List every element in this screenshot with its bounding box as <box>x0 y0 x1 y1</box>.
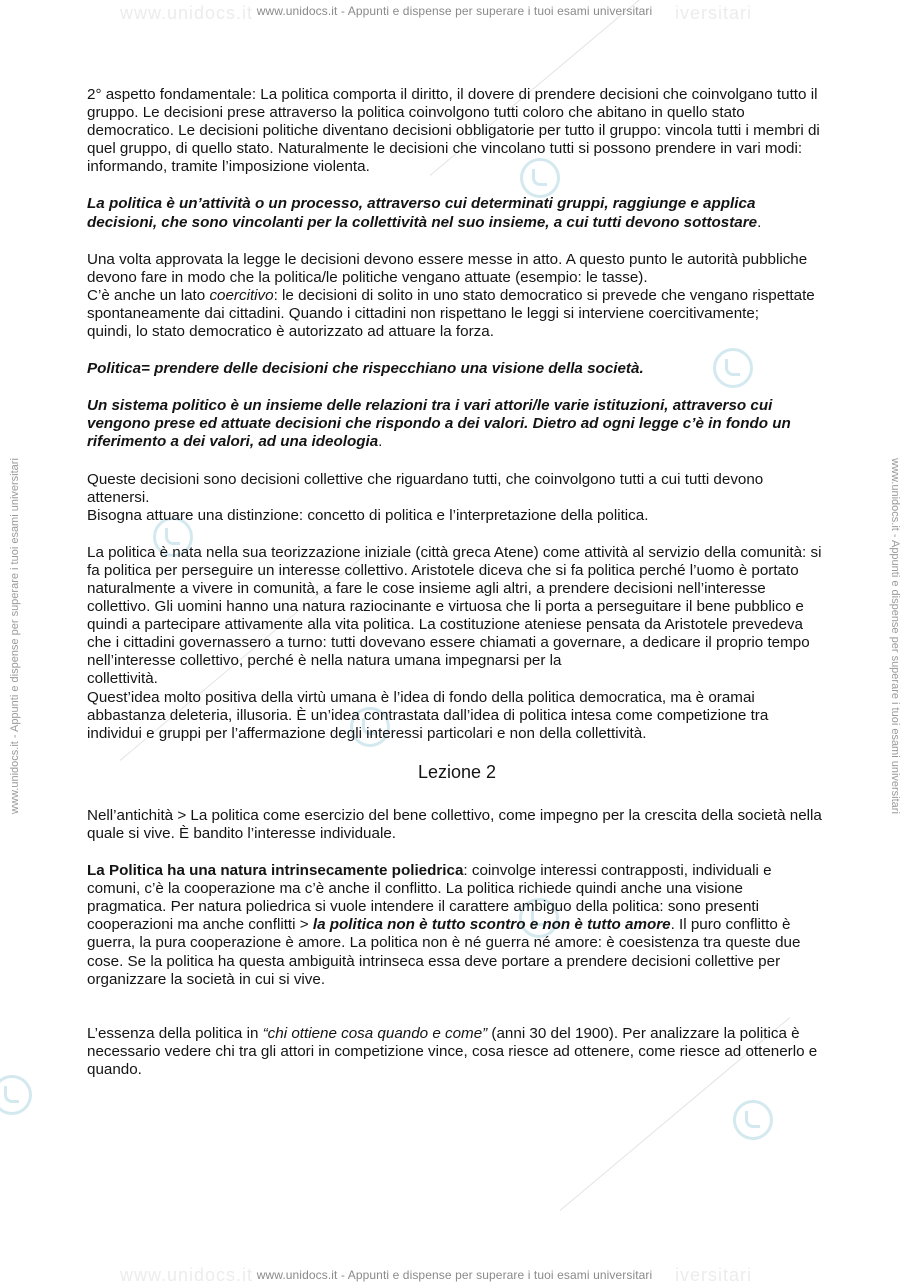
paragraph-line: collettività. <box>87 670 158 688</box>
text-run: : le decisioni di solito in uno stato democratico si prevede che vengano rispettate spontaneamente dai cittadini. Quando i cittadini non rispettano le leggi si interviene coercitivamente; <box>87 286 815 322</box>
paragraph <box>87 862 823 989</box>
emphasis-text: la politica non è tutto scontro e non è tutto amore <box>312 916 671 934</box>
paragraph <box>87 1025 823 1079</box>
text-run: C’è anche un lato <box>87 286 210 304</box>
paragraph-line: Quest’idea molto positiva della virtù umana è l’idea di fondo della politica democratica, ma è oramai abbastanza deleteria, illusoria. È un’idea contrastata dall’idea di politica intesa come competizione tra individui e gruppi per l’affermazione degli interessi particolari e non della collettività. <box>87 688 769 742</box>
watermark-banner-bottom: www.unidocs.it - Appunti e dispense per superare i tuoi esami universitari <box>256 1268 653 1282</box>
text-run: : coinvolge interessi contrapposti, individuali e comuni, c’è la cooperazione ma c’è anche il conflitto. La politica richiede quindi anche una visione pragmatica. Per natura poliedrica si vuole intendere il carattere ambiguo della politica: sono presenti cooperazioni ma anche conflitti > <box>87 862 772 934</box>
section-heading: Lezione 2 <box>417 761 497 782</box>
watermark-logo-icon <box>0 1075 32 1115</box>
watermark-side-left: www.unidocs.it - Appunti e dispense per superare i tuoi esami universitari <box>9 458 21 814</box>
definition-paragraph <box>87 195 823 231</box>
watermark-logo-icon <box>733 1100 773 1140</box>
paragraph-line <box>87 287 823 323</box>
paragraph-line: Una volta approvata la legge le decisioni devono essere messe in atto. A questo punto le autorità pubbliche devono fare in modo che la politica/le politiche vengano attuate (esempio: le tasse). <box>87 250 808 286</box>
watermark-ghost-text: iversitari <box>675 1265 753 1285</box>
text-run: L’essenza della politica in <box>87 1024 263 1042</box>
paragraph-group <box>87 471 823 525</box>
definition-end: . <box>378 433 383 451</box>
watermark-side-right: www.unidocs.it - Appunti e dispense per superare i tuoi esami universitari <box>889 458 901 814</box>
definition-text: La politica è un’attività o un processo, attraverso cui determinati gruppi, raggiunge e applica decisioni, che sono vincolanti per la collettività nel suo insieme, a cui tutti devono sottostare <box>87 195 758 231</box>
paragraph: 2° aspetto fondamentale: La politica comporta il diritto, il dovere di prendere decisioni che coinvolgano tutto il gruppo. Le decisioni prese attraverso la politica coinvolgono tutti coloro che abitano in quello stato democratico. Le decisioni politiche diventano decisioni obbligatorie per tutto il gruppo: vincola tutti i membri di quel gruppo, di quello stato. Naturalmente le decisioni che vincolano tutti si possono prendere in vari modi: informando, tramite l’imposizione violenta. <box>87 86 820 176</box>
italic-quote: “chi ottiene cosa quando e come” <box>262 1024 488 1042</box>
definition-end: . <box>757 213 762 231</box>
paragraph-group <box>87 544 823 743</box>
paragraph-line: quindi, lo stato democratico è autorizzato ad attuare la forza. <box>87 323 494 341</box>
definition-paragraph <box>87 397 823 451</box>
italic-term: coercitivo <box>209 286 274 304</box>
definition-paragraph: Politica= prendere delle decisioni che rispecchiano una visione della società. <box>87 360 644 378</box>
definition-text: Un sistema politico è un insieme delle relazioni tra i vari attori/le varie istituzioni, attraverso cui vengono prese ed attuate decisioni che rispondo a dei valori. Dietro ad ogni legge c’è in fondo un riferimento a dei valori, ad una ideologia <box>87 397 791 451</box>
paragraph-line: Queste decisioni sono decisioni collettive che riguardano tutti, che coinvolgono tutti a cui tutti devono attenersi. <box>87 470 764 506</box>
text-run: (anni 30 del 1900). Per analizzare la politica è necessario vedere chi tra gli attori in competizione vince, cosa riesce ad ottenere, come riesce ad ottenerlo e quando. <box>87 1024 818 1078</box>
paragraph-line: Bisogna attuare una distinzione: concetto di politica e l’interpretazione della politica. <box>87 506 649 524</box>
paragraph: Nell’antichità > La politica come esercizio del bene collettivo, come impegno per la crescita della società nella quale si vive. È bandito l’interesse individuale. <box>87 806 822 842</box>
bold-term: La Politica ha una natura intrinsecamente poliedrica <box>87 862 464 880</box>
paragraph-group <box>87 251 823 341</box>
paragraph-line: La politica è nata nella sua teorizzazione iniziale (città greca Atene) come attività al servizio della comunità: si fa politica per perseguire un interesse collettivo. Aristotele diceva che si fa politica perché l’uomo è portato naturalmente a vivere in comunità, a fare le cose insieme agli altri, a prendere decisioni nell’interesse collettivo. Gli uomini hanno una natura raziocinante e virtuosa che li porta a perseguitare il bene pubblico e quindi a partecipare attivamente alla vita politica. La costituzione ateniese pensata da Aristotele prevedeva che i cittadini governassero a turno: tutti dovevano essere chiamati a governare, a dedicare il proprio tempo nell’interesse collettivo, perché è nella natura umana impegnarsi per la <box>87 543 822 670</box>
watermark-ghost-text: www.unidocs.it <box>120 1265 254 1285</box>
watermark-banner-top: www.unidocs.it - Appunti e dispense per superare i tuoi esami universitari <box>256 4 653 18</box>
watermark-ghost-text: www.unidocs.it <box>120 3 254 23</box>
text-run: . Il puro conflitto è guerra, la pura cooperazione è amore. La politica non è né guerra né amore: è coesistenza tra queste due cose. Se la politica ha questa ambiguità intrinseca essa deve portare a prendere decisioni collettive per organizzare la società in cui si vive. <box>87 916 801 988</box>
document-body <box>87 86 823 1079</box>
watermark-ghost-text: iversitari <box>675 3 753 23</box>
